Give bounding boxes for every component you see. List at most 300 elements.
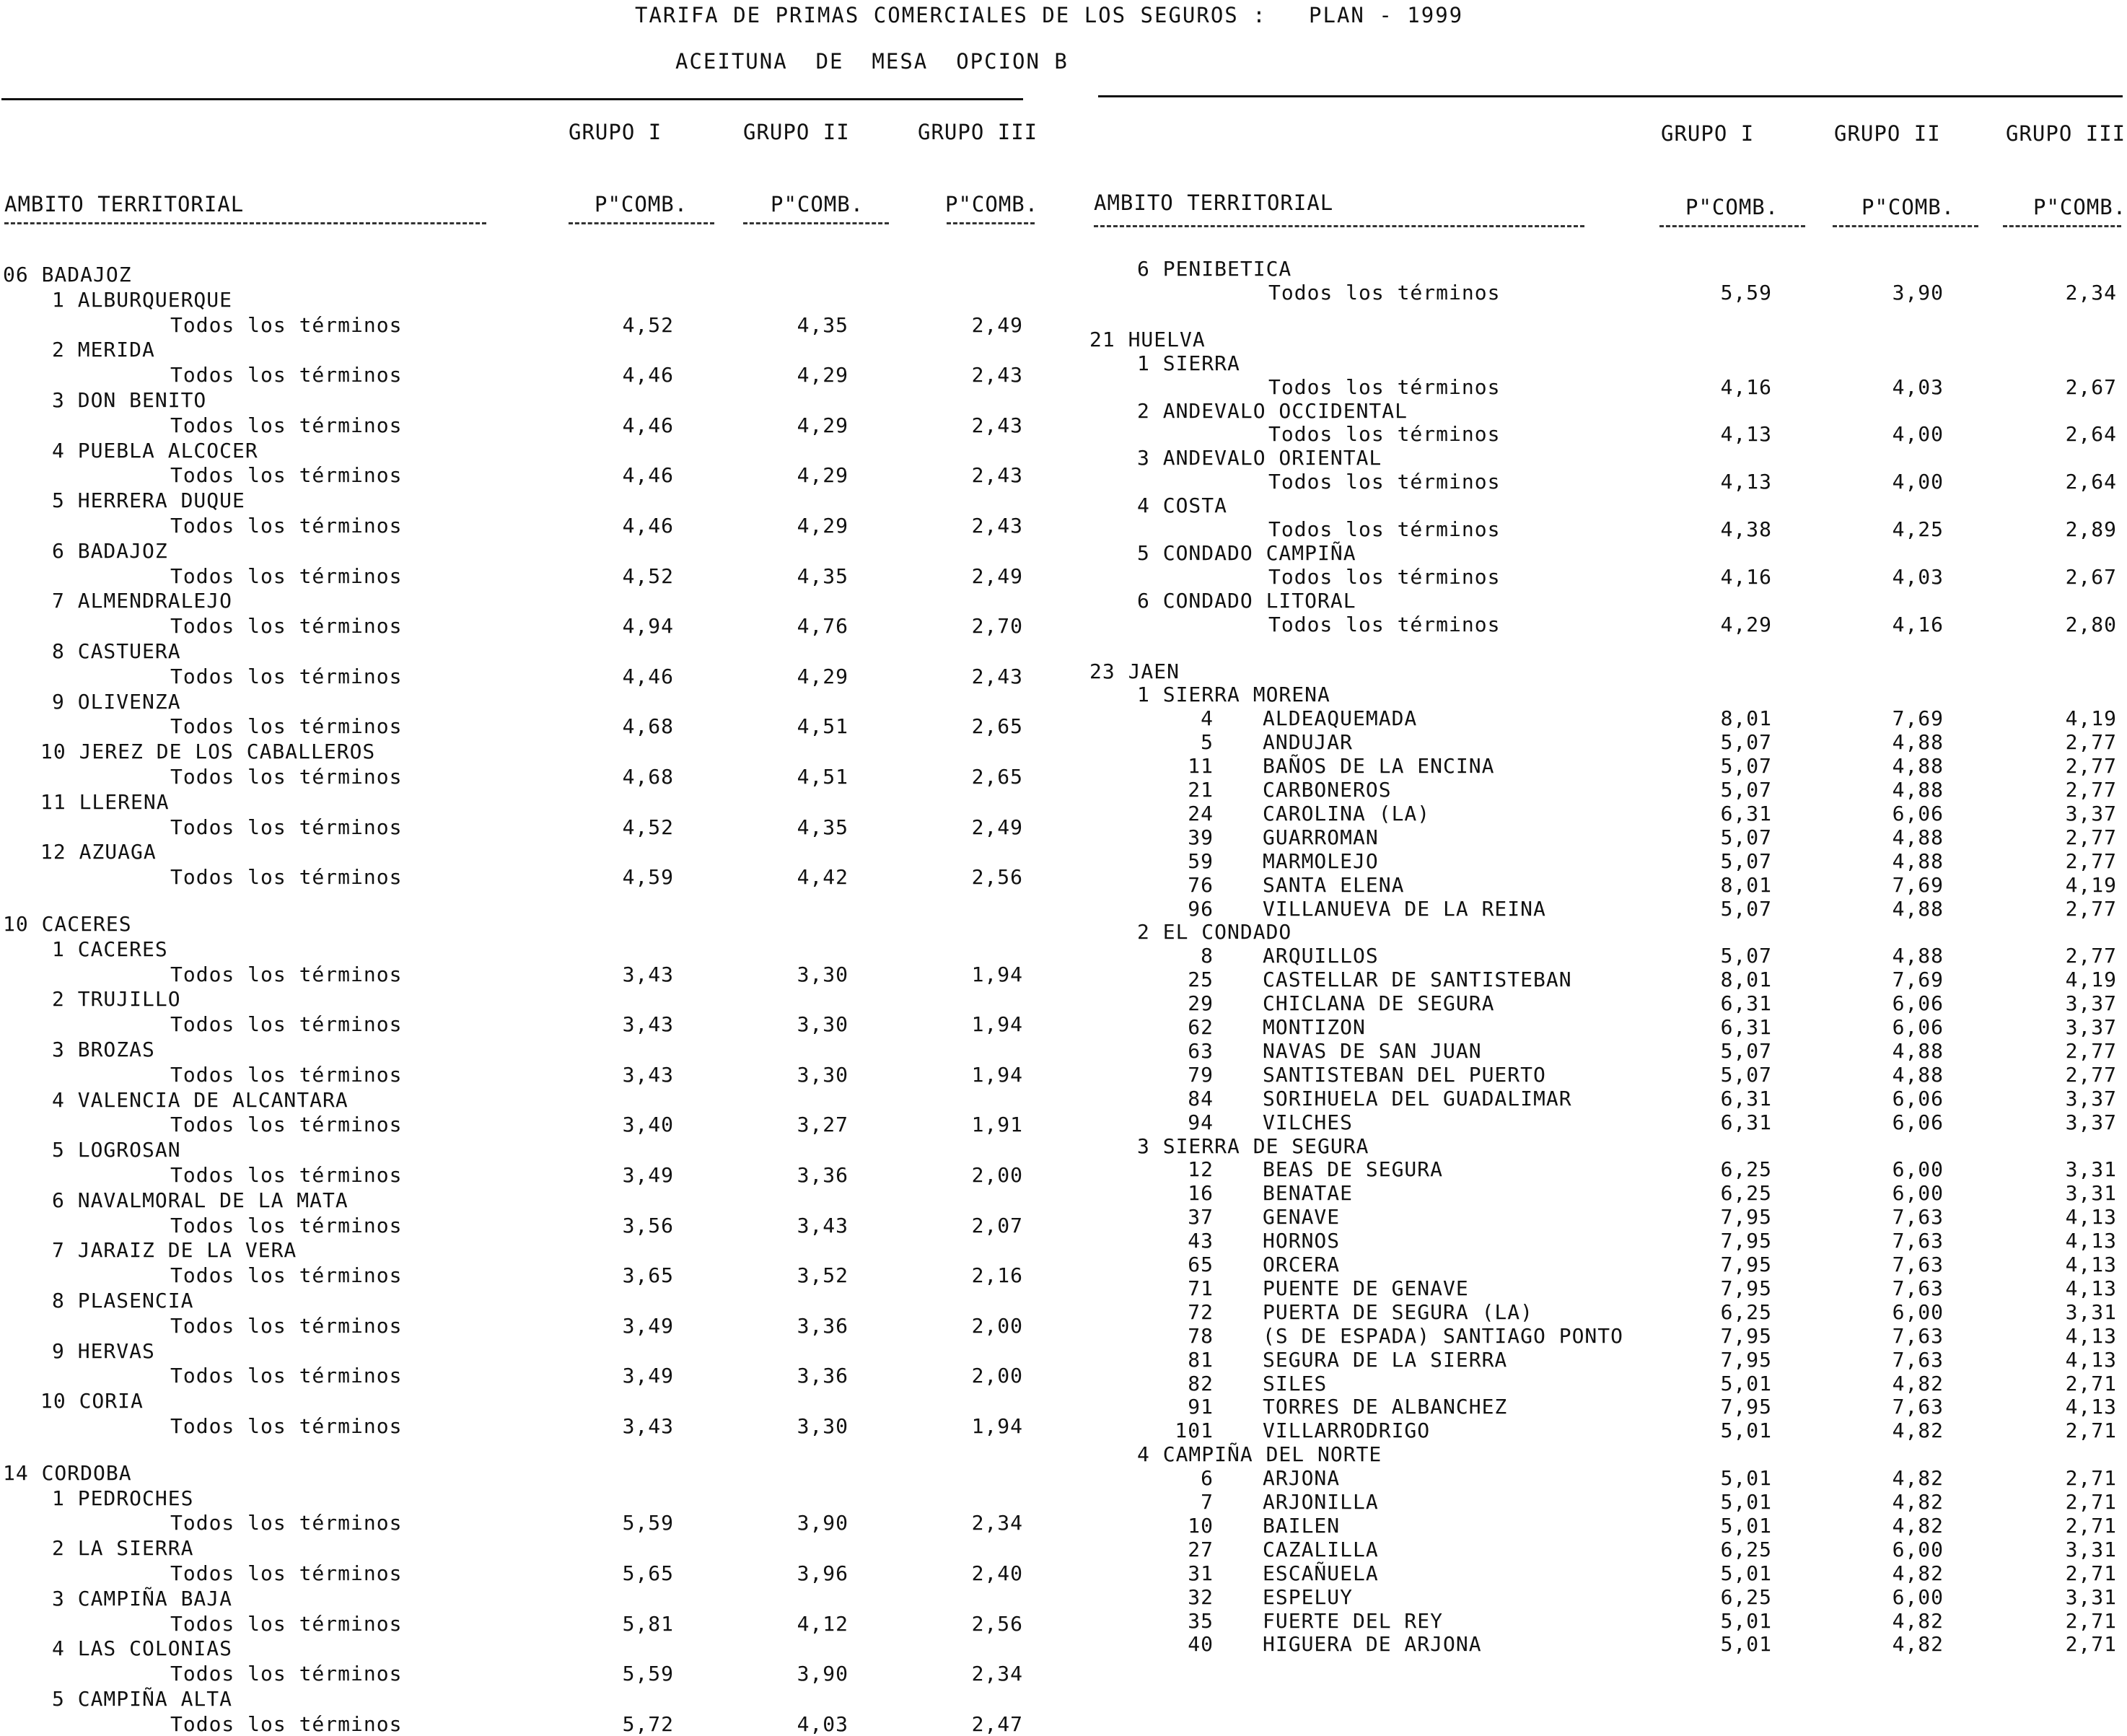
premium-value-group-1: 3,56 — [622, 1213, 674, 1237]
comarca-name: 10 JEREZ DE LOS CABALLEROS — [40, 740, 376, 764]
municipality-code: 63 — [1188, 1038, 1214, 1063]
premium-value-group-1: 5,07 — [1720, 1062, 1772, 1087]
province-name: 21 HUELVA — [1089, 327, 1206, 351]
municipality-code: 40 — [1188, 1632, 1214, 1657]
comarca-name: 7 ALMENDRALEJO — [52, 589, 233, 613]
premium-value-group-1: 6,25 — [1720, 1537, 1772, 1561]
municipality-name: SANTISTEBAN DEL PUERTO — [1263, 1062, 1546, 1087]
premium-value-group-2: 3,36 — [797, 1313, 848, 1338]
municipality-name: VILLANUEVA DE LA REINA — [1263, 896, 1546, 921]
premium-value-group-2: 3,52 — [797, 1263, 848, 1288]
premium-value-group-3: 4,13 — [2065, 1205, 2117, 1229]
municipality-name: CARBONEROS — [1263, 778, 1392, 802]
terms-label: Todos los términos — [170, 514, 403, 538]
premium-value-group-2: 3,96 — [797, 1561, 848, 1585]
municipality-name: SANTA ELENA — [1263, 872, 1405, 897]
municipality-name: HORNOS — [1263, 1229, 1341, 1253]
premium-value-group-3: 2,65 — [971, 765, 1023, 789]
pcomb-header: P"COMB. — [1685, 195, 1779, 219]
premium-value-group-3: 2,00 — [971, 1313, 1023, 1338]
premium-value-group-2: 7,69 — [1892, 872, 1944, 897]
premium-value-group-2: 4,82 — [1892, 1561, 1944, 1585]
premium-value-group-1: 4,68 — [622, 765, 674, 789]
municipality-code: 96 — [1188, 896, 1214, 921]
premium-value-group-1: 3,43 — [622, 1062, 674, 1087]
municipality-name: SILES — [1263, 1371, 1328, 1395]
premium-value-group-2: 4,51 — [797, 765, 848, 789]
premium-value-group-1: 8,01 — [1720, 872, 1772, 897]
premium-value-group-1: 4,46 — [622, 463, 674, 488]
premium-value-group-3: 2,43 — [971, 463, 1023, 488]
premium-value-group-2: 7,69 — [1892, 706, 1944, 731]
municipality-code: 84 — [1188, 1086, 1214, 1110]
municipality-code: 101 — [1175, 1419, 1214, 1443]
premium-value-group-3: 2,56 — [971, 865, 1023, 890]
premium-value-group-1: 5,59 — [622, 1662, 674, 1686]
premium-value-group-2: 3,30 — [797, 1062, 848, 1087]
premium-value-group-2: 7,63 — [1892, 1229, 1944, 1253]
premium-value-group-3: 1,94 — [971, 1414, 1023, 1438]
premium-value-group-1: 7,95 — [1720, 1395, 1772, 1419]
premium-value-group-1: 5,72 — [622, 1711, 674, 1736]
premium-value-group-1: 6,25 — [1720, 1584, 1772, 1609]
comarca-name: 2 ANDEVALO OCCIDENTAL — [1137, 398, 1408, 423]
premium-value-group-1: 4,13 — [1720, 422, 1772, 447]
premium-value-group-1: 5,65 — [622, 1561, 674, 1585]
premium-value-group-2: 4,82 — [1892, 1466, 1944, 1491]
premium-value-group-1: 4,94 — [622, 614, 674, 639]
premium-value-group-1: 4,52 — [622, 312, 674, 337]
comarca-name: 2 TRUJILLO — [52, 987, 181, 1012]
terms-label: Todos los términos — [170, 1113, 403, 1137]
premium-value-group-1: 4,68 — [622, 714, 674, 739]
premium-value-group-1: 5,01 — [1720, 1466, 1772, 1491]
municipality-name: PUENTE DE GENAVE — [1263, 1276, 1469, 1300]
pcomb-header: P"COMB. — [1861, 195, 1955, 219]
terms-label: Todos los términos — [170, 1213, 403, 1237]
premium-value-group-2: 6,06 — [1892, 991, 1944, 1016]
terms-label: Todos los términos — [1268, 470, 1501, 494]
municipality-name: FUERTE DEL REY — [1263, 1608, 1444, 1633]
premium-value-group-3: 3,37 — [2065, 801, 2117, 825]
terms-label: Todos los términos — [170, 413, 403, 437]
premium-value-group-3: 3,31 — [2065, 1537, 2117, 1561]
terms-label: Todos los términos — [170, 1561, 403, 1585]
ambito-header: AMBITO TERRITORIAL — [1094, 190, 1334, 215]
premium-value-group-3: 2,64 — [2065, 470, 2117, 494]
premium-value-group-3: 4,13 — [2065, 1253, 2117, 1276]
municipality-name: MARMOLEJO — [1263, 849, 1379, 873]
comarca-name: 3 DON BENITO — [52, 388, 207, 412]
premium-value-group-1: 5,07 — [1720, 825, 1772, 849]
municipality-code: 11 — [1188, 754, 1214, 779]
comarca-name: 9 HERVAS — [52, 1338, 155, 1363]
premium-value-group-1: 4,16 — [1720, 374, 1772, 399]
premium-value-group-3: 2,34 — [971, 1511, 1023, 1535]
premium-value-group-3: 3,31 — [2065, 1299, 2117, 1324]
header-underline — [1094, 225, 1584, 227]
municipality-code: 76 — [1188, 872, 1214, 897]
comarca-name: 1 CACERES — [52, 937, 168, 961]
premium-value-group-2: 4,00 — [1892, 422, 1944, 447]
province-name: 06 BADAJOZ — [3, 263, 132, 286]
premium-value-group-2: 6,06 — [1892, 801, 1944, 825]
premium-value-group-2: 4,12 — [797, 1611, 848, 1636]
premium-value-group-3: 2,43 — [971, 514, 1023, 538]
comarca-name: 2 EL CONDADO — [1137, 920, 1292, 944]
premium-value-group-1: 6,25 — [1720, 1157, 1772, 1182]
premium-value-group-3: 2,34 — [971, 1662, 1023, 1686]
municipality-code: 81 — [1188, 1347, 1214, 1372]
document-title: TARIFA DE PRIMAS COMERCIALES DE LOS SEGUROS : PLAN - 1999 — [635, 3, 1464, 27]
premium-value-group-2: 4,88 — [1892, 754, 1944, 779]
comarca-name: 8 PLASENCIA — [52, 1289, 194, 1312]
municipality-name: (S DE ESPADA) SANTIAGO PONTO — [1263, 1323, 1624, 1348]
premium-value-group-1: 3,43 — [622, 1414, 674, 1438]
terms-label: Todos los términos — [170, 463, 403, 488]
premium-value-group-2: 6,00 — [1892, 1157, 1944, 1182]
comarca-name: 3 BROZAS — [52, 1038, 155, 1061]
premium-value-group-3: 1,94 — [971, 1012, 1023, 1037]
premium-value-group-3: 2,71 — [2065, 1513, 2117, 1538]
municipality-name: MONTIZON — [1263, 1015, 1366, 1039]
premium-value-group-2: 6,06 — [1892, 1086, 1944, 1110]
premium-value-group-3: 2,71 — [2065, 1632, 2117, 1657]
municipality-name: SORIHUELA DEL GUADALIMAR — [1263, 1086, 1572, 1110]
premium-value-group-3: 2,00 — [971, 1364, 1023, 1388]
municipality-name: HIGUERA DE ARJONA — [1263, 1632, 1482, 1657]
premium-value-group-2: 4,29 — [797, 514, 848, 538]
premium-value-group-2: 4,88 — [1892, 730, 1944, 755]
premium-value-group-3: 4,19 — [2065, 706, 2117, 731]
premium-value-group-3: 3,37 — [2065, 1110, 2117, 1134]
header-underline — [2003, 225, 2121, 227]
province-name: 14 CORDOBA — [3, 1460, 132, 1485]
premium-value-group-3: 3,31 — [2065, 1157, 2117, 1182]
terms-label: Todos los términos — [170, 1611, 403, 1636]
comarca-name: 10 CORIA — [40, 1389, 144, 1413]
municipality-code: 25 — [1188, 968, 1214, 992]
province-name: 23 JAEN — [1089, 659, 1180, 683]
premium-value-group-3: 2,71 — [2065, 1466, 2117, 1491]
premium-value-group-3: 2,77 — [2065, 944, 2117, 968]
premium-value-group-1: 3,43 — [622, 1012, 674, 1037]
premium-value-group-2: 4,35 — [797, 564, 848, 588]
municipality-code: 35 — [1188, 1608, 1214, 1633]
premium-value-group-3: 1,94 — [971, 1062, 1023, 1087]
municipality-name: ARQUILLOS — [1263, 944, 1379, 968]
premium-value-group-1: 6,31 — [1720, 1086, 1772, 1110]
premium-value-group-2: 4,82 — [1892, 1419, 1944, 1443]
comarca-name: 5 LOGROSAN — [52, 1138, 181, 1162]
comarca-name: 5 CONDADO CAMPIÑA — [1137, 540, 1356, 565]
premium-value-group-1: 7,95 — [1720, 1323, 1772, 1348]
terms-label: Todos los términos — [170, 865, 403, 890]
premium-value-group-2: 4,88 — [1892, 944, 1944, 968]
premium-value-group-1: 7,95 — [1720, 1253, 1772, 1276]
premium-value-group-3: 3,37 — [2065, 991, 2117, 1016]
municipality-name: CHICLANA DE SEGURA — [1263, 991, 1495, 1016]
municipality-name: ALDEAQUEMADA — [1263, 706, 1418, 731]
municipality-code: 31 — [1188, 1561, 1214, 1585]
terms-label: Todos los términos — [170, 1062, 403, 1087]
municipality-code: 12 — [1188, 1157, 1214, 1182]
premium-value-group-3: 2,89 — [2065, 517, 2117, 541]
premium-value-group-1: 3,65 — [622, 1263, 674, 1288]
premium-value-group-2: 4,03 — [1892, 564, 1944, 589]
header-underline — [1659, 225, 1805, 227]
municipality-code: 62 — [1188, 1015, 1214, 1039]
ambito-header: AMBITO TERRITORIAL — [4, 192, 245, 216]
premium-value-group-2: 6,00 — [1892, 1299, 1944, 1324]
comarca-name: 11 LLERENA — [40, 789, 170, 814]
premium-value-group-2: 3,27 — [797, 1113, 848, 1137]
terms-label: Todos los términos — [170, 1511, 403, 1535]
premium-value-group-1: 4,52 — [622, 815, 674, 839]
premium-value-group-2: 7,63 — [1892, 1347, 1944, 1372]
comarca-name: 4 VALENCIA DE ALCANTARA — [52, 1087, 348, 1112]
premium-value-group-1: 5,07 — [1720, 849, 1772, 873]
premium-value-group-3: 4,13 — [2065, 1395, 2117, 1419]
premium-value-group-2: 3,30 — [797, 962, 848, 986]
premium-value-group-3: 2,43 — [971, 363, 1023, 387]
premium-value-group-3: 2,77 — [2065, 754, 2117, 779]
premium-value-group-1: 5,01 — [1720, 1371, 1772, 1395]
group-1-header: GRUPO I — [1661, 121, 1755, 146]
terms-label: Todos los términos — [170, 312, 403, 337]
comarca-name: 2 MERIDA — [52, 338, 155, 362]
premium-value-group-1: 3,49 — [622, 1313, 674, 1338]
premium-value-group-2: 4,35 — [797, 815, 848, 839]
terms-label: Todos los términos — [1268, 374, 1501, 399]
premium-value-group-3: 2,49 — [971, 815, 1023, 839]
terms-label: Todos los términos — [170, 1313, 403, 1338]
municipality-name: ANDUJAR — [1263, 730, 1354, 755]
group-1-header: GRUPO I — [569, 120, 662, 144]
premium-value-group-1: 7,95 — [1720, 1205, 1772, 1229]
municipality-code: 7 — [1201, 1490, 1214, 1514]
comarca-name: 5 CAMPIÑA ALTA — [52, 1687, 233, 1711]
document-subtitle: ACEITUNA DE MESA OPCION B — [675, 49, 1069, 74]
municipality-name: VILCHES — [1263, 1110, 1354, 1134]
premium-value-group-2: 4,29 — [797, 413, 848, 437]
municipality-code: 21 — [1188, 778, 1214, 802]
premium-value-group-1: 6,31 — [1720, 801, 1772, 825]
premium-value-group-1: 5,59 — [622, 1511, 674, 1535]
premium-value-group-1: 5,07 — [1720, 730, 1772, 755]
premium-value-group-2: 4,82 — [1892, 1632, 1944, 1657]
premium-value-group-3: 4,13 — [2065, 1276, 2117, 1300]
municipality-name: VILLARRODRIGO — [1263, 1419, 1431, 1443]
municipality-name: CAZALILLA — [1263, 1537, 1379, 1561]
terms-label: Todos los términos — [1268, 612, 1501, 636]
municipality-code: 4 — [1201, 706, 1214, 731]
terms-label: Todos los términos — [1268, 280, 1501, 304]
terms-label: Todos los términos — [170, 564, 403, 588]
municipality-code: 8 — [1201, 944, 1214, 968]
municipality-name: CAROLINA (LA) — [1263, 801, 1431, 825]
premium-value-group-1: 8,01 — [1720, 968, 1772, 992]
pcomb-header: P"COMB. — [2033, 195, 2127, 219]
premium-value-group-2: 6,06 — [1892, 1110, 1944, 1134]
pcomb-header: P"COMB. — [771, 192, 864, 216]
premium-value-group-2: 3,30 — [797, 1012, 848, 1037]
comarca-name: 3 CAMPIÑA BAJA — [52, 1586, 233, 1610]
municipality-code: 6 — [1201, 1466, 1214, 1491]
municipality-code: 16 — [1188, 1181, 1214, 1206]
premium-value-group-2: 3,30 — [797, 1414, 848, 1438]
premium-value-group-1: 5,59 — [1720, 280, 1772, 304]
premium-value-group-2: 4,03 — [1892, 374, 1944, 399]
premium-value-group-2: 4,88 — [1892, 825, 1944, 849]
municipality-code: 24 — [1188, 801, 1214, 825]
comarca-name: 1 PEDROCHES — [52, 1486, 194, 1510]
premium-value-group-2: 7,63 — [1892, 1323, 1944, 1348]
header-underline — [4, 222, 486, 224]
premium-value-group-3: 2,77 — [2065, 778, 2117, 802]
premium-value-group-2: 4,76 — [797, 614, 848, 639]
premium-value-group-1: 4,46 — [622, 363, 674, 387]
municipality-name: ORCERA — [1263, 1253, 1341, 1276]
premium-value-group-2: 7,63 — [1892, 1276, 1944, 1300]
premium-value-group-1: 3,49 — [622, 1364, 674, 1388]
terms-label: Todos los términos — [1268, 517, 1501, 541]
comarca-name: 1 SIERRA — [1137, 351, 1240, 375]
municipality-name: BENATAE — [1263, 1181, 1354, 1206]
municipality-code: 59 — [1188, 849, 1214, 873]
terms-label: Todos los términos — [170, 1263, 403, 1288]
pcomb-header: P"COMB. — [945, 192, 1039, 216]
terms-label: Todos los términos — [1268, 564, 1501, 589]
pcomb-header: P"COMB. — [595, 192, 688, 216]
premium-value-group-1: 7,95 — [1720, 1347, 1772, 1372]
premium-value-group-1: 8,01 — [1720, 706, 1772, 731]
premium-value-group-1: 5,01 — [1720, 1632, 1772, 1657]
premium-value-group-3: 2,77 — [2065, 825, 2117, 849]
comarca-name: 8 CASTUERA — [52, 639, 181, 663]
terms-label: Todos los términos — [170, 765, 403, 789]
group-3-header: GRUPO III — [2006, 121, 2126, 146]
premium-value-group-1: 4,13 — [1720, 470, 1772, 494]
premium-value-group-3: 4,19 — [2065, 872, 2117, 897]
premium-value-group-1: 6,31 — [1720, 1015, 1772, 1039]
premium-value-group-3: 4,19 — [2065, 968, 2117, 992]
terms-label: Todos los términos — [170, 664, 403, 688]
premium-value-group-2: 4,88 — [1892, 896, 1944, 921]
premium-value-group-3: 2,80 — [2065, 612, 2117, 636]
terms-label: Todos los términos — [170, 1662, 403, 1686]
premium-value-group-1: 5,01 — [1720, 1561, 1772, 1585]
premium-value-group-2: 4,88 — [1892, 1038, 1944, 1063]
premium-value-group-2: 4,29 — [797, 363, 848, 387]
municipality-name: PUERTA DE SEGURA (LA) — [1263, 1299, 1534, 1324]
terms-label: Todos los términos — [170, 1364, 403, 1388]
premium-value-group-1: 5,07 — [1720, 944, 1772, 968]
premium-value-group-2: 4,16 — [1892, 612, 1944, 636]
municipality-code: 71 — [1188, 1276, 1214, 1300]
municipality-name: GUARROMAN — [1263, 825, 1379, 849]
comarca-name: 4 CAMPIÑA DEL NORTE — [1137, 1442, 1382, 1467]
premium-value-group-2: 4,42 — [797, 865, 848, 890]
premium-value-group-2: 4,00 — [1892, 470, 1944, 494]
premium-value-group-2: 4,35 — [797, 312, 848, 337]
premium-value-group-2: 7,63 — [1892, 1205, 1944, 1229]
premium-value-group-1: 5,01 — [1720, 1419, 1772, 1443]
municipality-code: 43 — [1188, 1229, 1214, 1253]
premium-value-group-3: 2,77 — [2065, 1038, 2117, 1063]
comarca-name: 1 SIERRA MORENA — [1137, 683, 1330, 707]
municipality-code: 10 — [1188, 1513, 1214, 1538]
municipality-name: GENAVE — [1263, 1205, 1341, 1229]
premium-value-group-1: 5,81 — [622, 1611, 674, 1636]
premium-value-group-3: 2,49 — [971, 312, 1023, 337]
premium-value-group-2: 4,82 — [1892, 1608, 1944, 1633]
premium-value-group-2: 3,90 — [1892, 280, 1944, 304]
premium-value-group-3: 2,71 — [2065, 1419, 2117, 1443]
premium-value-group-3: 2,40 — [971, 1561, 1023, 1585]
premium-value-group-3: 2,67 — [2065, 564, 2117, 589]
header-underline — [743, 222, 889, 224]
premium-value-group-2: 6,06 — [1892, 1015, 1944, 1039]
premium-value-group-3: 1,91 — [971, 1113, 1023, 1137]
premium-value-group-2: 4,82 — [1892, 1371, 1944, 1395]
comarca-name: 6 BADAJOZ — [52, 538, 168, 563]
premium-value-group-3: 4,13 — [2065, 1347, 2117, 1372]
municipality-code: 39 — [1188, 825, 1214, 849]
comarca-name: 7 JARAIZ DE LA VERA — [52, 1238, 297, 1263]
premium-value-group-3: 2,34 — [2065, 280, 2117, 304]
premium-value-group-2: 4,82 — [1892, 1490, 1944, 1514]
premium-value-group-2: 7,69 — [1892, 968, 1944, 992]
comarca-name: 2 LA SIERRA — [52, 1536, 194, 1561]
premium-value-group-3: 2,71 — [2065, 1608, 2117, 1633]
premium-value-group-3: 2,67 — [2065, 374, 2117, 399]
comarca-name: 4 COSTA — [1137, 494, 1228, 518]
premium-value-group-1: 5,07 — [1720, 754, 1772, 779]
premium-value-group-1: 3,49 — [622, 1163, 674, 1187]
premium-value-group-2: 4,88 — [1892, 778, 1944, 802]
premium-value-group-1: 5,01 — [1720, 1513, 1772, 1538]
left-table — [0, 0, 1053, 1736]
terms-label: Todos los términos — [170, 1163, 403, 1187]
municipality-name: ARJONILLA — [1263, 1490, 1379, 1514]
comarca-name: 9 OLIVENZA — [52, 689, 181, 714]
comarca-name: 6 PENIBETICA — [1137, 257, 1292, 281]
comarca-name: 1 ALBURQUERQUE — [52, 287, 233, 312]
premium-value-group-2: 4,03 — [797, 1711, 848, 1736]
comarca-name: 6 NAVALMORAL DE LA MATA — [52, 1188, 348, 1212]
premium-value-group-3: 2,71 — [2065, 1371, 2117, 1395]
premium-value-group-3: 3,37 — [2065, 1086, 2117, 1110]
terms-label: Todos los términos — [170, 1414, 403, 1438]
premium-value-group-3: 4,13 — [2065, 1323, 2117, 1348]
terms-label: Todos los términos — [170, 614, 403, 639]
premium-value-group-2: 3,36 — [797, 1364, 848, 1388]
premium-value-group-3: 4,13 — [2065, 1229, 2117, 1253]
premium-value-group-1: 3,43 — [622, 962, 674, 986]
municipality-name: TORRES DE ALBANCHEZ — [1263, 1395, 1508, 1419]
comarca-name: 12 AZUAGA — [40, 840, 157, 864]
premium-value-group-2: 7,63 — [1892, 1253, 1944, 1276]
comarca-name: 4 PUEBLA ALCOCER — [52, 438, 258, 463]
premium-value-group-2: 3,90 — [797, 1511, 848, 1535]
group-2-header: GRUPO II — [743, 120, 850, 144]
premium-value-group-1: 6,31 — [1720, 991, 1772, 1016]
premium-value-group-1: 4,46 — [622, 514, 674, 538]
premium-value-group-2: 3,90 — [797, 1662, 848, 1686]
premium-value-group-3: 2,71 — [2065, 1490, 2117, 1514]
premium-value-group-3: 2,77 — [2065, 849, 2117, 873]
